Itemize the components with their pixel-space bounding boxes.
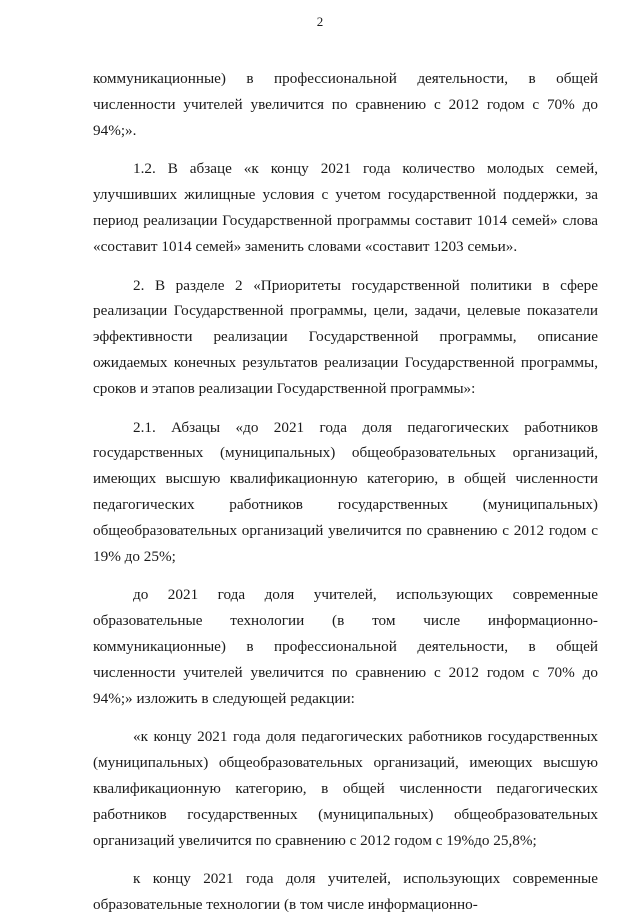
paragraph-2: 2. В разделе 2 «Приоритеты государственной политики в сфере реализации Государственной программы, цели, задачи, целевые показатели эффективности реализации Государственной программы, описание ожидаемых конечных результатов реализации Государственной программы, сроков и этапов реализации Государственной программы»: xyxy=(93,276,598,397)
paragraph-new-edition-1: «к концу 2021 года доля педагогических работников государственных (муниципальных) общеобразовательных организаций, имеющих высшую квалификационную категорию, в общей численности педагогических работников государственных (муниципальных) общеобразовательных организаций увеличится по сравнению с 2012 годом с 19%до 25,8%; xyxy=(93,728,598,849)
paragraph-continuation: коммуникационные) в профессиональной деятельности, в общей численности учителей увеличится по сравнению с 2012 годом с 70% до 94%;». xyxy=(93,70,598,139)
paragraph-2-1: 2.1. Абзацы «до 2021 года доля педагогических работников государственных (муниципальных) общеобразовательных организаций, имеющих высшую квалификационную категорию, в общей численности педагогических работников государственных (муниципальных) общеобразовательных организаций увеличится по сравнению с 2012 годом с 19% до 25%; xyxy=(93,418,598,565)
paragraph-new-edition-2: к концу 2021 года доля учителей, использующих современные образовательные технологии (в том числе информационно- xyxy=(93,870,598,914)
document-body xyxy=(93,66,598,918)
page-number: 2 xyxy=(316,14,324,29)
paragraph-1-2: 1.2. В абзаце «к концу 2021 года количество молодых семей, улучшивших жилищные условия с учетом государственной поддержки, за период реализации Государственной программы составит 1014 семей» слова «составит 1014 семей» заменить словами «составит 1203 семьи». xyxy=(93,160,598,255)
paragraph-teachers-old: до 2021 года доля учителей, использующих современные образовательные технологии (в том числе информационно-коммуникационные) в профессиональной деятельности, в общей численности учителей увеличится по сравнению с 2012 годом с 70% до 94%;» изложить в следующей редакции: xyxy=(93,586,598,707)
